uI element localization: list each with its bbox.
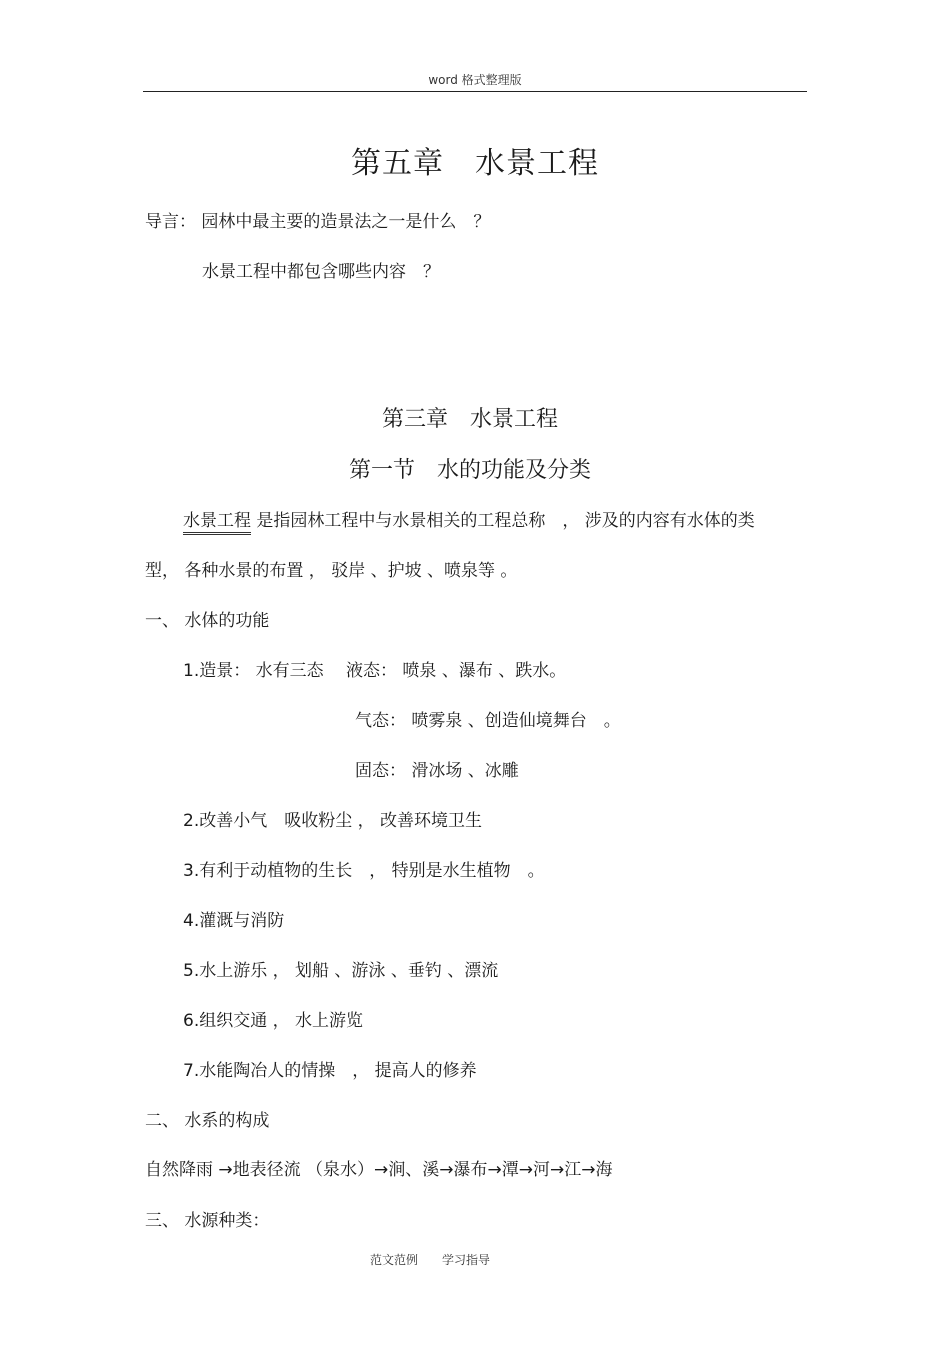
function-item-1-solid: 固态： 滑冰场 、冰雕 [355, 761, 519, 781]
function-item-4: 4.灌溉与消防 [183, 911, 285, 931]
function-item-2: 2.改善小气 吸收粉尘 ， 改善环境卫生 [183, 811, 483, 831]
function-item-7: 7.水能陶冶人的情操 ， 提高人的修养 [183, 1061, 477, 1081]
function-item-1-gas: 气态： 喷雾泉 、创造仙境舞台 。 [355, 711, 621, 731]
intro-question-1: 导言： 园林中最主要的造景法之一是什么 ？ [145, 212, 491, 232]
paragraph-1-text: 是指园林工程中与水景相关的工程总称 ， 涉及的内容有水体的类 [251, 511, 755, 531]
function-item-6: 6.组织交通 ， 水上游览 [183, 1011, 364, 1031]
heading-water-functions: 一、 水体的功能 [145, 611, 270, 631]
paragraph-1-line-2: 型， 各种水景的布置 ， 驳岸 、护坡 、喷泉等 。 [145, 561, 518, 581]
page-footer: 范文范例 学习指导 [369, 1253, 490, 1267]
water-system-flow: 自然降雨 →地表径流 （泉水）→涧、溪→瀑布→潭→河→江→海 [145, 1160, 613, 1180]
chapter-title: 第五章 水景工程 [351, 146, 599, 181]
header-divider [143, 91, 807, 92]
intro-question-2: 水景工程中都包含哪些内容 ？ [202, 262, 440, 282]
function-item-5: 5.水上游乐 ， 划船 、游泳 、垂钓 、漂流 [183, 961, 499, 981]
heading-water-sources: 三、 水源种类： [145, 1211, 270, 1231]
function-item-1: 1.造景： 水有三态 液态： 喷泉 、瀑布 、跌水。 [183, 661, 567, 681]
chapter-3-title: 第三章 水景工程 [381, 407, 558, 432]
page-header: word 格式整理版 [428, 73, 522, 87]
section-title: 第一节 水的功能及分类 [348, 458, 591, 483]
function-item-3: 3.有利于动植物的生长 ， 特别是水生植物 。 [183, 861, 545, 881]
heading-water-system: 二、 水系的构成 [145, 1111, 270, 1131]
paragraph-1-line-1 [183, 506, 755, 531]
underlined-term: 水景工程 [183, 511, 251, 535]
